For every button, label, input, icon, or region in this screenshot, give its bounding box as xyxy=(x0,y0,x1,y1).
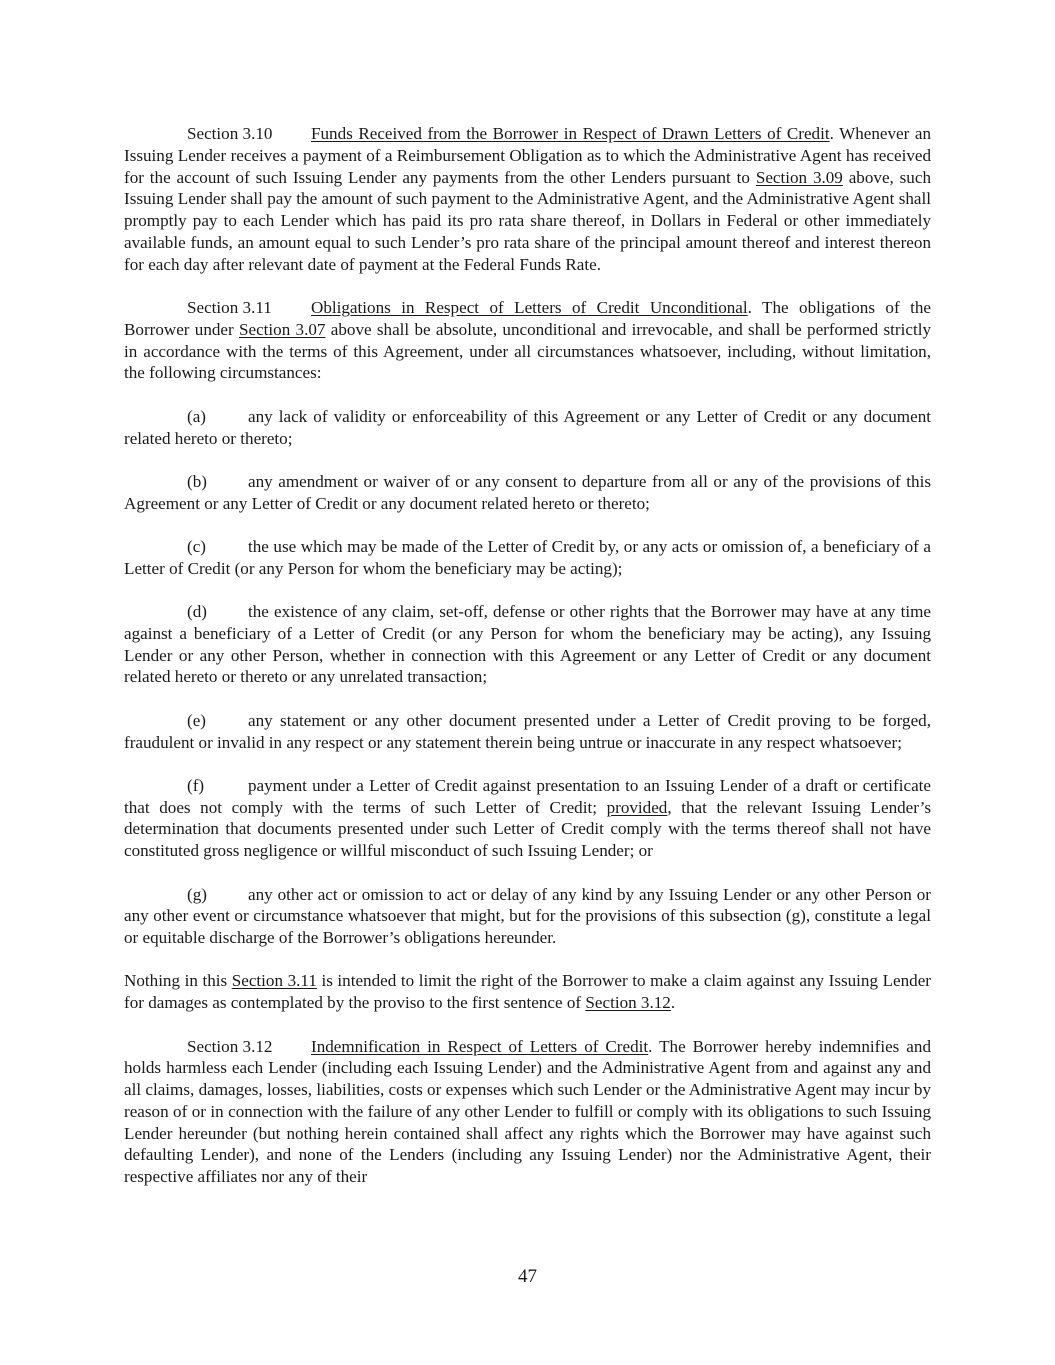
page-number: 47 xyxy=(518,1266,537,1287)
section-3-10-title: Funds Received from the Borrower in Respect of Drawn Letters of Credit xyxy=(311,124,830,143)
section-3-12-paragraph xyxy=(124,1036,931,1189)
section-3-11-paragraph xyxy=(124,297,931,384)
section-3-11-title: Obligations in Respect of Letters of Credit Unconditional xyxy=(311,298,748,318)
section-3-07-reference: Section 3.07 xyxy=(239,319,326,339)
clause-e-label: (e) xyxy=(187,710,206,730)
section-3-11-number: Section 3.11 xyxy=(187,298,272,318)
nothing-text-b: is intended to limit the right of the Borrower to make a claim against any Issuing Lender for damages as contemplated by the proviso to the first sentence of xyxy=(124,971,931,1013)
clause-e xyxy=(124,710,931,754)
clause-g xyxy=(124,884,931,949)
nothing-paragraph xyxy=(124,970,931,1014)
clause-c-text: the use which may be made of the Letter of Credit by, or any acts or omission of, a beneficiary of a Letter of Credit (or any Person for whom the beneficiary may be acting); xyxy=(124,536,931,578)
section-3-11-reference: Section 3.11 xyxy=(231,971,317,991)
nothing-text-c: . xyxy=(670,993,676,1013)
section-3-10-text-b: above, such Issuing Lender shall pay the amount of such payment to the Administrative Agent, and the Administrative Agent shall promptly pay to each Lender which has paid its pro rata share thereof, in Dollars in Federal or other immediately available funds, an amount equal to such Lender’s pro rata share of the principal amount thereof and interest thereon for each day after relevant date of payment at the Federal Funds Rate. xyxy=(124,167,931,274)
clause-a-label: (a) xyxy=(187,406,206,426)
clause-f-provided: provided xyxy=(606,797,668,817)
clause-b-label: (b) xyxy=(187,471,207,491)
section-3-10-text-a: . Whenever an Issuing Lender receives a payment of a Reimbursement Obligation as to which the Administrative Agent has received for the account of such Issuing Lender any payments from the other Lenders pursuant to xyxy=(124,124,931,187)
clause-f-text-a: payment under a Letter of Credit against presentation to an Issuing Lender of a draft or certificate that does not comply with the terms of such Letter of Credit; xyxy=(124,775,931,817)
clause-b-text: any amendment or waiver of or any consent to departure from all or any of the provisions of this Agreement or any Letter of Credit or any document related hereto or thereto; xyxy=(124,471,931,513)
section-3-12-text-a: . The Borrower hereby indemnifies and holds harmless each Lender (including each Issuing Lender) and the Administrative Agent from and against any and all claims, damages, losses, liabilities, costs or expenses which such Lender or the Administrative Agent may incur by reason of or in connection with the failure of any other Lender to fulfill or comply with its obligations to such Issuing Lender hereunder (but nothing herein contained shall affect any rights which the Borrower may have against such defaulting Lender), and none of the Lenders (including any Issuing Lender) nor the Administrative Agent, their respective affiliates nor any of their xyxy=(124,1036,931,1187)
section-3-09-reference: Section 3.09 xyxy=(755,167,843,187)
clause-d xyxy=(124,601,931,688)
section-3-10-paragraph xyxy=(124,123,931,276)
clause-g-text: any other act or omission to act or delay of any kind by any Issuing Lender or any other Person or any other event or circumstance whatsoever that might, but for the provisions of this subsection (g), constitute a legal or equitable discharge of the Borrower’s obligations hereunder. xyxy=(124,884,931,948)
clause-g-label: (g) xyxy=(187,884,207,904)
clause-a xyxy=(124,406,931,450)
section-3-10-number: Section 3.10 xyxy=(187,124,273,143)
clause-b xyxy=(124,471,931,515)
clause-c xyxy=(124,536,931,580)
nothing-text-a: Nothing in this xyxy=(124,971,232,991)
section-3-11-text-a: . The obligations of the Borrower under xyxy=(124,298,931,339)
clause-f xyxy=(124,775,931,862)
clause-a-text: any lack of validity or enforceability of this Agreement or any Letter of Credit or any document related hereto or thereto; xyxy=(124,406,931,448)
clause-d-text: the existence of any claim, set-off, defense or other rights that the Borrower may have at any time against a beneficiary of a Letter of Credit (or any Person for whom the beneficiary may be acting), any Issuing Lender or any other Person, whether in connection with this Agreement or any Letter of Credit or any document related hereto or thereto or any unrelated transaction; xyxy=(124,602,931,687)
clause-d-label: (d) xyxy=(187,602,207,622)
clause-f-label: (f) xyxy=(187,775,205,795)
section-3-12-reference: Section 3.12 xyxy=(585,993,671,1013)
section-3-12-title: Indemnification in Respect of Letters of Credit xyxy=(311,1036,649,1056)
section-3-11-text-b: above shall be absolute, unconditional and irrevocable, and shall be performed strictly in accordance with the terms of this Agreement, under all circumstances whatsoever, including, without limitation, the following circumstances: xyxy=(124,319,931,383)
clause-c-label: (c) xyxy=(187,536,206,556)
document-page xyxy=(124,123,931,1210)
clause-e-text: any statement or any other document presented under a Letter of Credit proving to be forged, fraudulent or invalid in any respect or any statement therein being untrue or inaccurate in any respect whatsoever; xyxy=(124,710,931,752)
clause-f-text-b: , that the relevant Issuing Lender’s determination that documents presented under such Letter of Credit comply with the terms thereof shall not have constituted gross negligence or willful misconduct of such Issuing Lender; or xyxy=(124,797,931,861)
section-3-12-number: Section 3.12 xyxy=(187,1036,273,1056)
